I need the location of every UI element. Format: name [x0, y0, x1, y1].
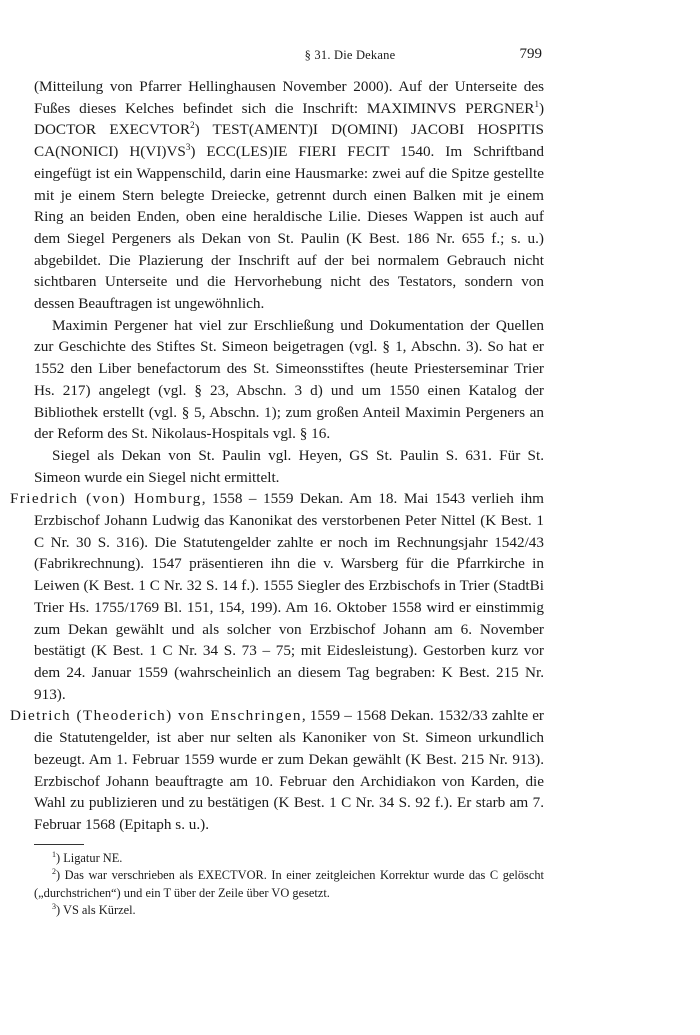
- entry-name: Dietrich (Theoderich) von Enschringen: [10, 707, 302, 725]
- entry-friedrich-homburg: [10, 488, 544, 705]
- running-header: [0, 46, 700, 66]
- entry-name: Friedrich (von) Homburg: [10, 490, 202, 508]
- footnote-2: $^2$) Das war verschrieben als EXECTVOR. In einer zeitgleichen Korrektur wurde das C gelöscht („durchstrichen“) und ein T über der Zeile über VO gesetzt.: [34, 867, 544, 900]
- footnote-3: $^3$) VS als Kürzel.: [52, 902, 136, 918]
- main-text: [10, 76, 545, 836]
- entry-text: , 1558 – 1559 Dekan. Am 18. Mai 1543 verlieh ihm Erzbischof Johann Ludwig das Kanonikat des verstorbenen Peter Nittel (K Best. 1 C Nr. 30 S. 316). Die Statutengelder zahlte er noch im Rechnungsjahr 1542/43 (Fabrikrechnung). 1547 präsentieren ihn die v. Warsberg für die Pfarrkirche in Leiwen (K Best. 1 C Nr. 32 S. 14 f.). 1555 Siegler des Erzbischofs in Trier (StadtBi Trier Hs. 1755/1769 Bl. 151, 154, 199). Am 16. Oktober 1558 wird er einstimmig zum Dekan gewählt und als solcher von Erzbischof Johann am 6. November bestätigt (K Best. 1 C Nr. 34 S. 73 – 75; mit Eidesleistung). Gestorben kurz vor dem 24. Januar 1559 (wahrscheinlich an diesem Tag begraben: K Best. 215 Nr. 913).: [34, 490, 544, 703]
- footnote-divider: [34, 844, 84, 845]
- footnote-ref-1: 1: [534, 98, 539, 109]
- footnote-ref-3: 3: [185, 142, 191, 153]
- entry-text: , 1559 – 1568 Dekan. 1532/33 zahlte er die Statutengelder, ist aber nur selten als Kanoniker von St. Simeon urkundlich bezeugt. Am 1. Februar 1559 wurde er zum Dekan gewählt (K Best. 215 Nr. 913). Erzbischof Johann beauftragte am 10. Februar den Archidiakon von Karden, die Wahl zu publizieren und zu bestätigen (K Best. 1 C Nr. 34 S. 92 f.). Er starb am 7. Februar 1568 (Epitaph s. u.).: [34, 707, 544, 833]
- paragraph-seal: Siegel als Dekan von St. Paulin vgl. Heyen, GS St. Paulin S. 631. Für St. Simeon wurde ein Siegel nicht ermittelt.: [34, 446, 544, 486]
- paragraph-inscription: (Mitteilung von Pfarrer Hellinghausen November 2000). Auf der Unterseite des Fußes dieses Kelches befindet sich die Inschrift: MAXIMINVS PERGNER$^1$) DOCTOR EXECVTOR$^2$) TEST(AMENT)I D(OMINI) JACOBI HOSPITIS CA(NONICI) $H(VI)VS^3$) ECC(LES)IE FIERI FECIT 1540. Im Schriftband eingefügt ist ein Wappenschild, darin eine Hausmarke: zwei auf die Spitze gestellte mit je einem Stern belegte Dreiecke, getrennt durch einen Balken mit je einem Ring an beiden Enden, oben eine heraldische Lilie. Dieses Wappen ist auch auf dem Siegel Pergeners als Dekan von St. Paulin (K Best. 186 Nr. 655 f.; s. u.) abgebildet. Die Plazierung der Inschrift auf der bei normalem Gebrauch nicht sichtbaren Unterseite und die Hervorhebung nicht des Testators, sondern von dessen Beauftragen ist ungewöhnlich.: [34, 78, 545, 313]
- page-number: 799: [519, 46, 542, 62]
- section-title: § 31. Die Dekane: [304, 48, 396, 62]
- paragraph-pergener: Maximin Pergener hat viel zur Erschließung und Dokumentation der Quellen zur Geschichte des Stiftes St. Simeon beigetragen (vgl. § 1, Abschn. 3). So hat er 1552 den Liber benefactorum des St. Simeonsstiftes (heute Priesterseminar Trier Hs. 217) angelegt (vgl. § 23, Abschn. 3 d) und um 1550 einen Katalog der Bibliothek erstellt (vgl. § 5, Abschn. 1); zum großen Anteil Maximin Pergeners an der Reform des St. Nikolaus-Hospitals vgl. § 16.: [34, 316, 544, 443]
- footnotes: [34, 850, 544, 920]
- entry-dietrich-enschringen: [10, 705, 544, 835]
- footnote-ref-2: 2: [190, 120, 195, 131]
- footnote-1: $^1$) Ligatur NE.: [52, 850, 123, 865]
